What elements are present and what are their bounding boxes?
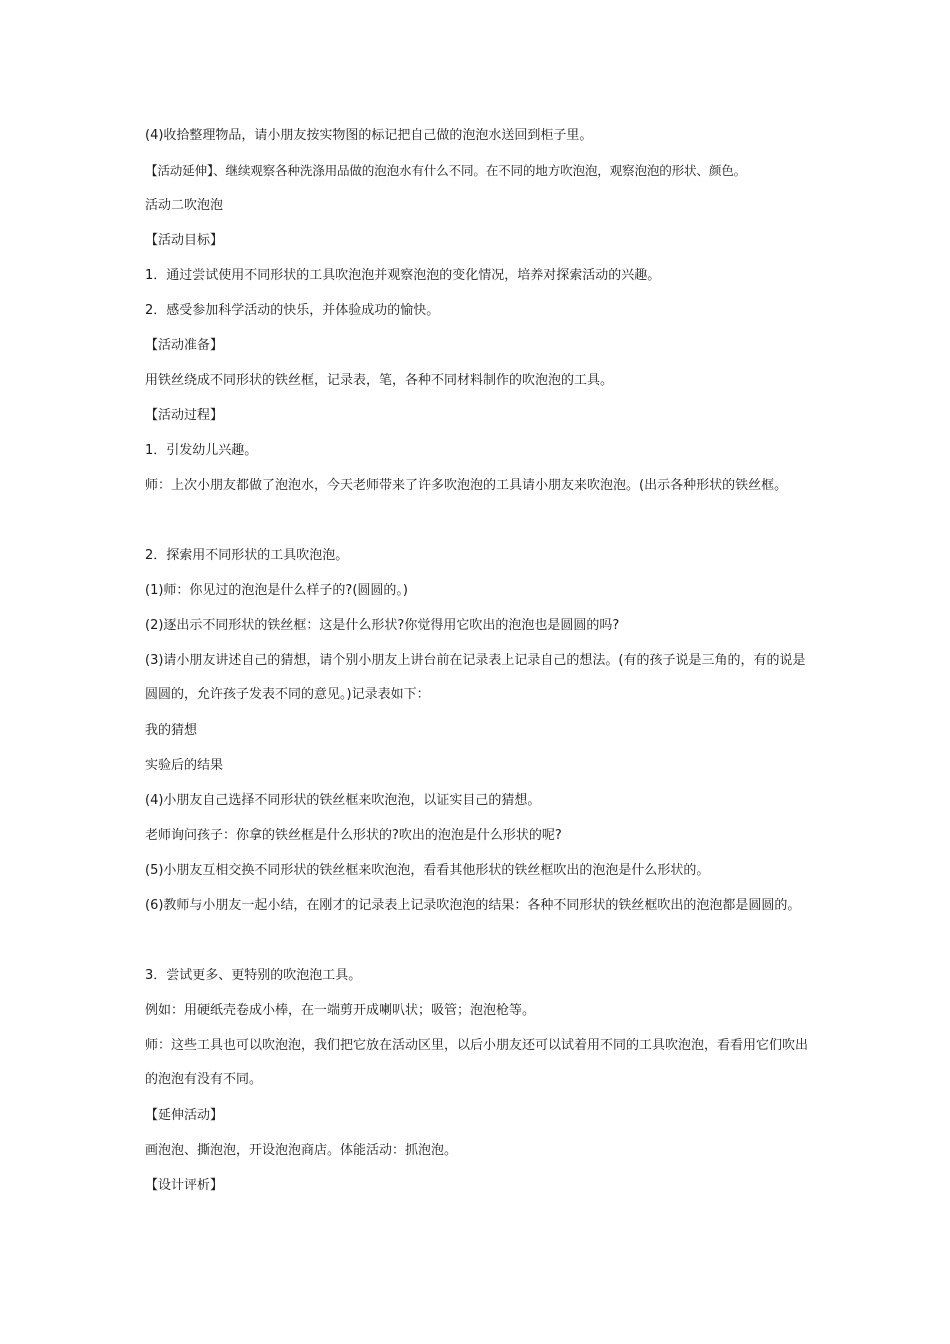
paragraph-substep-4: (4)小朋友自己选择不同形状的铁丝框来吹泡泡，以证实目己的猜想。 xyxy=(145,793,541,808)
heading-activity-process: 【活动过程】 xyxy=(145,408,224,423)
paragraph-goal-2: 2．感受参加科学活动的快乐，并体验成功的愉快。 xyxy=(145,303,440,318)
paragraph-example-tools: 例如：用硬纸壳卷成小棒，在一端剪开成喇叭状；吸管；泡泡枪等。 xyxy=(145,1003,536,1018)
paragraph-substep-3: (3)请小朋友讲述自己的猜想，请个别小朋友上讲台前在记录表上记录自己的想法。(有的孩子说是三角的，有的说是圆圆的，允许孩子发表不同的意见。)记录表如下： xyxy=(145,653,806,702)
section-heading-activity-two: 活动二吹泡泡 xyxy=(145,198,224,213)
paragraph-teacher-intro: 师：上次小朋友都做了泡泡水，今天老师带来了许多吹泡泡的工具请小朋友来吹泡泡。(出示各种形状的铁丝框。 xyxy=(145,478,788,493)
paragraph-preparation: 用铁丝绕成不同形状的铁丝框，记录表，笔，各种不同材料制作的吹泡泡的工具。 xyxy=(145,373,614,388)
paragraph-substep-1: (1)师：你见过的泡泡是什么样子的?(圆圆的。) xyxy=(145,583,408,598)
paragraph-substep-5: (5)小朋友互相交换不同形状的铁丝框来吹泡泡，看看其他形状的铁丝框吹出的泡泡是什么形状的。 xyxy=(145,863,710,878)
paragraph-teacher-question: 老师询问孩子：你拿的铁丝框是什么形状的?吹出的泡泡是什么形状的呢? xyxy=(145,828,562,843)
paragraph-goal-1: 1．通过尝试使用不同形状的工具吹泡泡并观察泡泡的变化情况，培养对探索活动的兴趣。 xyxy=(145,268,661,283)
paragraph-substep-6: (6)教师与小朋友一起小结，在刚才的记录表上记录吹泡泡的结果：各种不同形状的铁丝框吹出的泡泡都是圆圆的。 xyxy=(145,898,801,913)
paragraph-step-2: 2．探索用不同形状的工具吹泡泡。 xyxy=(145,548,349,563)
record-table-label-result: 实验后的结果 xyxy=(145,758,224,773)
record-table-label-guess: 我的猜想 xyxy=(145,723,198,738)
paragraph-teacher-tools: 师：这些工具也可以吹泡泡，我们把它放在活动区里，以后小朋友还可以试着用不同的工具吹泡泡，看看用它们吹出的泡泡有没有不同。 xyxy=(145,1038,809,1087)
paragraph-step-4-tidy-up: (4)收拾整理物品，请小朋友按实物图的标记把自己做的泡泡水送回到柜子里。 xyxy=(145,128,593,143)
paragraph-step-1: 1．引发幼儿兴趣。 xyxy=(145,443,258,458)
paragraph-step-3: 3．尝试更多、更特别的吹泡泡工具。 xyxy=(145,968,362,983)
heading-activity-preparation: 【活动准备】 xyxy=(145,338,224,353)
heading-activity-goals: 【活动目标】 xyxy=(145,233,224,248)
paragraph-activity-extension: 【活动延伸】、继续观察各种洗涤用品做的泡泡水有什么不同。在不同的地方吹泡泡，观察泡泡的形状、颜色。 xyxy=(145,163,746,178)
paragraph-extension: 画泡泡、撕泡泡，开设泡泡商店。体能活动：抓泡泡。 xyxy=(145,1143,458,1158)
heading-extension-activity: 【延伸活动】 xyxy=(145,1108,224,1123)
heading-design-analysis: 【设计评析】 xyxy=(145,1178,224,1193)
paragraph-substep-2: (2)逐出示不同形状的铁丝框：这是什么形状?你觉得用它吹出的泡泡也是圆圆的吗? xyxy=(145,618,620,633)
